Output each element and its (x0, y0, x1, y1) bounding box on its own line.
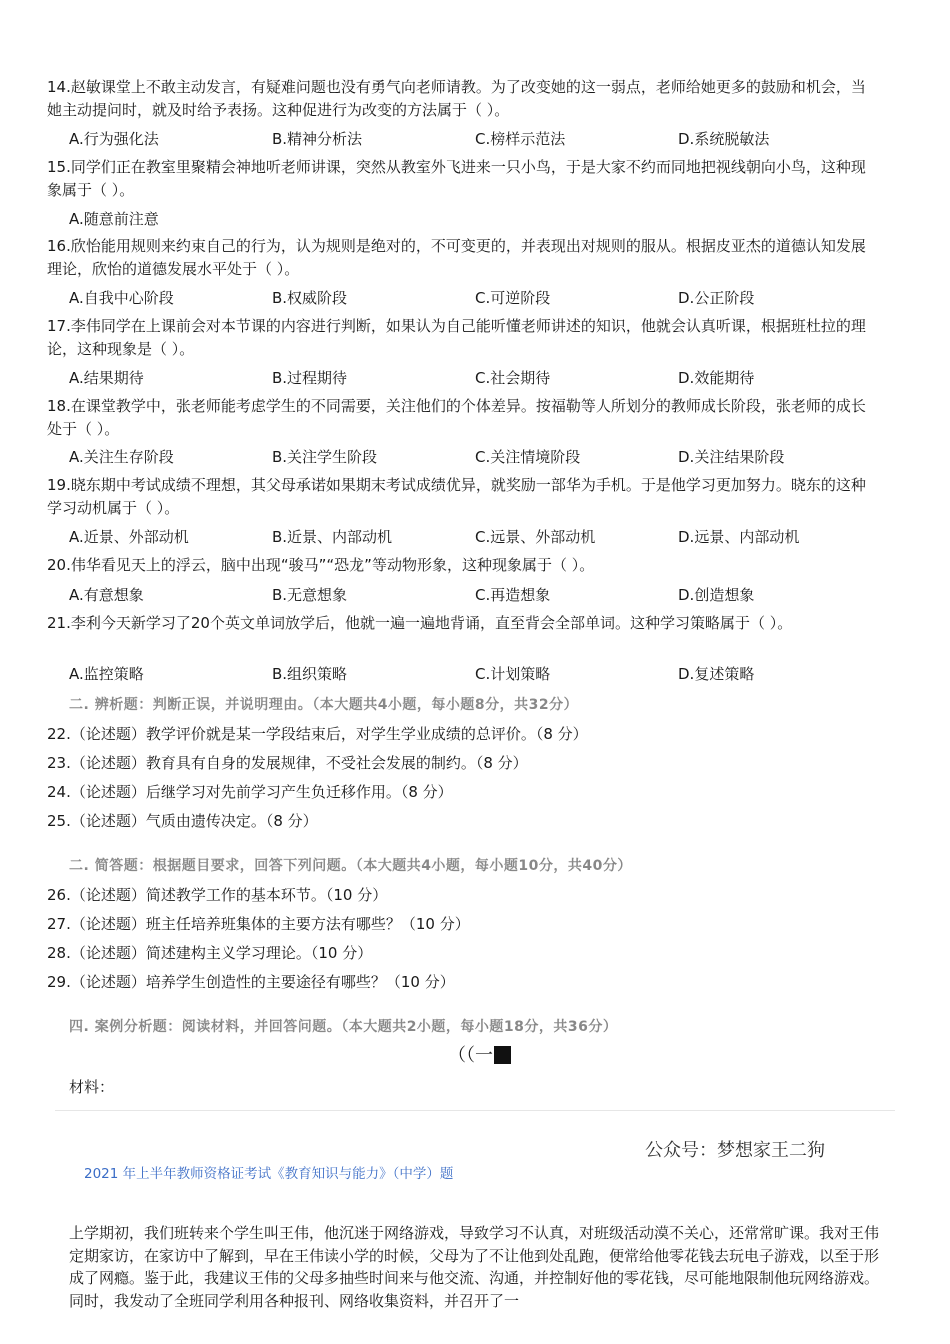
question-stem: 李伟同学在上课前会对本节课的内容进行判断，如果认为自己能听懂老师讲述的知识，他就会认真听课，根据班杜拉的理论，这种现象是（ ）。 (47, 317, 866, 358)
option-a: A.近景、外部动机 (69, 528, 189, 546)
essay-question-28: 28.（论述题）简述建构主义学习理论。（10 分） (47, 944, 373, 962)
question-number: 15. (47, 158, 71, 176)
section-heading-short-answer: 二. 简答题：根据题目要求，回答下列问题。（本大题共4小题，每小题10分，共40分） (69, 858, 632, 874)
option-c: C.关注情境阶段 (475, 448, 581, 466)
question-17 (47, 315, 877, 361)
question-stem: 欣怡能用规则来约束自己的行为，认为规则是绝对的，不可变更的，并表现出对规则的服从。根据皮亚杰的道德认知发展理论，欣怡的道德发展水平处于（ ）。 (47, 237, 866, 278)
question-number: 18. (47, 397, 71, 415)
question-17-options (69, 367, 879, 389)
question-number: 21. (47, 614, 71, 632)
question-20-options (69, 584, 879, 606)
question-21 (47, 612, 877, 635)
option-d: D.远景、内部动机 (678, 528, 800, 546)
section-heading-case-analysis: 四. 案例分析题：阅读材料，并回答问题。（本大题共2小题，每小题18分，共36分） (69, 1019, 618, 1035)
option-b: B.权威阶段 (272, 289, 348, 307)
option-b: B.组织策略 (272, 665, 348, 683)
option-c: C.计划策略 (475, 665, 551, 683)
option-a: A.监控策略 (69, 665, 144, 683)
case-number-text: （（一 (448, 1045, 493, 1066)
option-d: D.关注结果阶段 (678, 448, 785, 466)
option-c: C.远景、外部动机 (475, 528, 596, 546)
section-heading-discrimination: 二. 辨析题：判断正误，并说明理由。（本大题共4小题，每小题8分，共32分） (69, 697, 579, 713)
question-number: 20. (47, 556, 71, 574)
option-d: D.创造想象 (678, 586, 755, 604)
option-c: C.再造想象 (475, 586, 551, 604)
question-number: 19. (47, 476, 71, 494)
option-c: C.榜样示范法 (475, 130, 566, 148)
question-14-options (69, 128, 879, 150)
option-a: A.自我中心阶段 (69, 289, 174, 307)
question-20 (47, 554, 877, 577)
option-a: A.关注生存阶段 (69, 448, 174, 466)
case-number-mark (448, 1041, 511, 1067)
question-19-options (69, 526, 879, 548)
case-material-passage: 上学期初，我们班转来个学生叫王伟，他沉迷于网络游戏，导致学习不认真，对班级活动漠不关心，还常常旷课。我对王伟定期家访，在家访中了解到，早在王伟读小学的时候，父母为了不让他到处乱跑，便常给他零花钱去玩电子游戏，以至于形成了网瘾。鉴于此，我建议王伟的父母多抽些时间来与他交流、沟通，并控制好他的零花钱，尽可能地限制他玩网络游戏。同时，我发动了全班同学利用各种报刊、网络收集资料，并召开了一 (69, 1224, 880, 1310)
page-divider (55, 1110, 895, 1111)
essay-question-25: 25.（论述题）气质由遗传决定。（8 分） (47, 812, 318, 830)
essay-question-29: 29.（论述题）培养学生创造性的主要途径有哪些？（10 分） (47, 973, 455, 991)
option-d: D.效能期待 (678, 369, 755, 387)
question-number: 16. (47, 237, 71, 255)
essay-question-23: 23.（论述题）教育具有自身的发展规律，不受社会发展的制约。（8 分） (47, 754, 528, 772)
option-b: B.过程期待 (272, 369, 348, 387)
option-b: B.关注学生阶段 (272, 448, 378, 466)
option-a: A.行为强化法 (69, 130, 159, 148)
question-stem: 在课堂教学中，张老师能考虑学生的不同需要，关注他们的个体差异。按福勒等人所划分的教师成长阶段，张老师的成长处于（ ）。 (47, 397, 866, 438)
material-label: 材料： (69, 1078, 115, 1096)
option-b: B.近景、内部动机 (272, 528, 393, 546)
question-stem: 伟华看见天上的浮云，脑中出现“骏马”“恐龙”等动物形象，这种现象属于（ ）。 (70, 556, 595, 574)
question-stem: 同学们正在教室里聚精会神地听老师讲课，突然从教室外飞进来一只小鸟，于是大家不约而同地把视线朝向小鸟，这种现象属于（ ）。 (47, 158, 866, 199)
question-18 (47, 395, 877, 441)
option-a: A.有意想象 (69, 586, 144, 604)
redaction-block (494, 1046, 511, 1064)
essay-question-27: 27.（论述题）班主任培养班集体的主要方法有哪些？（10 分） (47, 915, 470, 933)
option-a: A.结果期待 (69, 369, 144, 387)
question-14 (47, 76, 877, 122)
question-18-options (69, 446, 879, 468)
question-stem: 赵敏课堂上不敢主动发言，有疑难问题也没有勇气向老师请教。为了改变她的这一弱点，老师给她更多的鼓励和机会，当她主动提问时，就及时给予表扬。这种促进行为改变的方法属于（ ）。 (47, 78, 866, 119)
wechat-account-watermark: 公众号：梦想家王二狗 (645, 1140, 825, 1161)
option-b: B.精神分析法 (272, 130, 363, 148)
question-16 (47, 235, 877, 281)
question-21-options (69, 663, 879, 685)
option-c: C.社会期待 (475, 369, 551, 387)
option-a: A.随意前注意 (69, 210, 159, 228)
option-d: D.系统脱敏法 (678, 130, 770, 148)
option-b: B.无意想象 (272, 586, 348, 604)
question-stem: 晓东期中考试成绩不理想，其父母承诺如果期末考试成绩优异，就奖励一部华为手机。于是他学习更加努力。晓东的这种学习动机属于（ ）。 (47, 476, 866, 517)
option-d: D.复述策略 (678, 665, 755, 683)
question-stem: 李利今天新学习了20个英文单词放学后，他就一遍一遍地背诵，直至背会全部单词。这种学习策略属于（ ）。 (70, 614, 793, 632)
option-c: C.可逆阶段 (475, 289, 551, 307)
question-number: 17. (47, 317, 71, 335)
question-19 (47, 474, 877, 520)
question-16-options (69, 287, 879, 309)
option-d: D.公正阶段 (678, 289, 755, 307)
essay-question-22: 22.（论述题）教学评价就是某一学段结束后，对学生学业成绩的总评价。（8 分） (47, 725, 588, 743)
question-15-options (69, 208, 879, 230)
essay-question-26: 26.（论述题）简述教学工作的基本环节。（10 分） (47, 886, 388, 904)
document-title-link[interactable]: 2021 年上半年教师资格证考试《教育知识与能力》（中学）题 (84, 1166, 454, 1182)
essay-question-24: 24.（论述题）后继学习对先前学习产生负迁移作用。（8 分） (47, 783, 453, 801)
question-number: 14. (47, 78, 71, 96)
question-15 (47, 156, 877, 202)
